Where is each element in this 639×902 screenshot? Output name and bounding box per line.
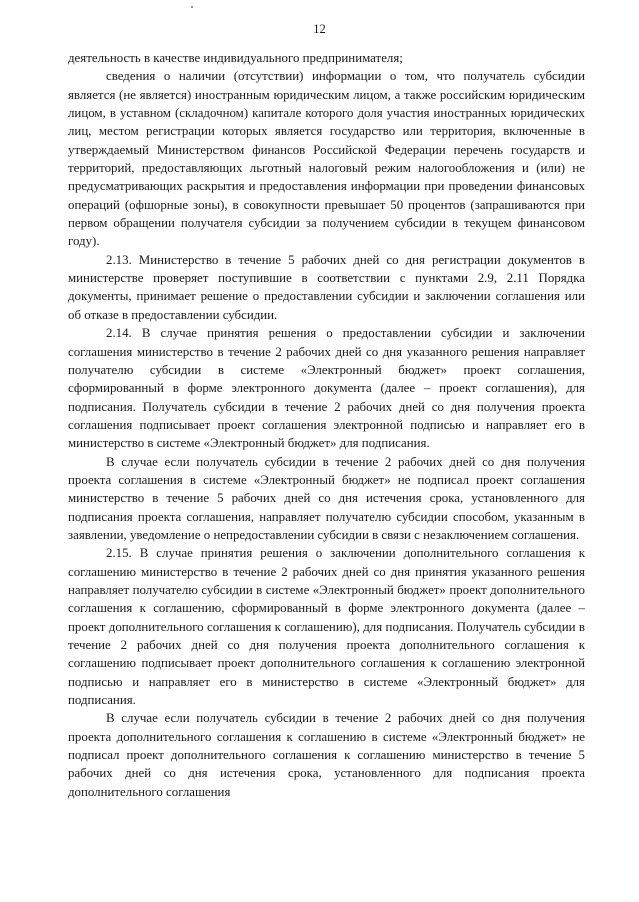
page-number: 12: [313, 22, 326, 36]
paragraph-2-13: 2.13. Министерство в течение 5 рабочих дней со дня регистрации документов в министерстве проверяет поступившие в соответствии с пунктами 2.9, 2.11 Порядка документы, принимает решение о предоставлении субсидии и заключении соглашения или об отказе в предоставлении субсидии.: [68, 252, 585, 322]
document-body: [68, 49, 585, 801]
paragraph-2-14-unsigned: В случае если получатель субсидии в течение 2 рабочих дней со дня получения проекта соглашения в системе «Электронный бюджет» не подписал проект соглашения министерство в течение 5 рабочих дней со дня истечения срока, установленного для подписания проекта соглашения, направляет получателю субсидии способом, указанным в заявлении, уведомление о непредоставлении субсидии в связи с незаключением соглашения.: [68, 454, 585, 542]
paragraph-continuation: деятельность в качестве индивидуального предпринимателя;: [68, 51, 403, 65]
paragraph-2-14: 2.14. В случае принятия решения о предоставлении субсидии и заключении соглашения министерство в течение 2 рабочих дней со дня указанного решения направляет получателю субсидии в системе «Электронный бюджет» проект соглашения, сформированный в форме электронного документа (далее – проект соглашения), для подписания. Получатель субсидии в течение 2 рабочих дней со дня получения проекта соглашения подписывает проект соглашения электронной подписью и направляет его в министерство в системе «Электронный бюджет» для подписания.: [68, 326, 585, 451]
paragraph-foreign-entity-info: сведения о наличии (отсутствии) информации о том, что получатель субсидии является (не является) иностранным юридическим лицом, а также российским юридическим лицом, в уставном (складочном) капитале которого доля участия иностранных юридических лиц, местом регистрации которых является государство или территория, включенные в утверждаемый Министерством финансов Российской Федерации перечень государств и территорий, предоставляющих льготный налоговый режим налогообложения и (или) не предусматривающих раскрытия и предоставления информации при проведении финансовых операций (офшорные зоны), в совокупности превышает 50 процентов (запрашиваются при первом обращении получателя субсидии за получением субсидии в текущем финансовом году).: [68, 69, 585, 249]
scan-dot-mark: [191, 6, 193, 8]
paragraph-2-15: 2.15. В случае принятия решения о заключении дополнительного соглашения к соглашению министерство в течение 2 рабочих дней со дня принятия указанного решения направляет получателю субсидии в системе «Электронный бюджет» проект дополнительного соглашения к соглашению, сформированный в форме электронного документа (далее – проект дополнительного соглашения к соглашению), для подписания. Получатель субсидии в течение 2 рабочих дней со дня получения проекта дополнительного соглашения к соглашению подписывает проект дополнительного соглашения к соглашению электронной подписью и направляет его в министерство в системе «Электронный бюджет» для подписания.: [68, 546, 585, 708]
paragraph-2-15-unsigned: В случае если получатель субсидии в течение 2 рабочих дней со дня получения проекта дополнительного соглашения к соглашению в системе «Электронный бюджет» не подписал проект дополнительного соглашения к соглашению министерство в течение 5 рабочих дней со дня истечения срока, установленного для подписания проекта дополнительного соглашения: [68, 711, 585, 799]
